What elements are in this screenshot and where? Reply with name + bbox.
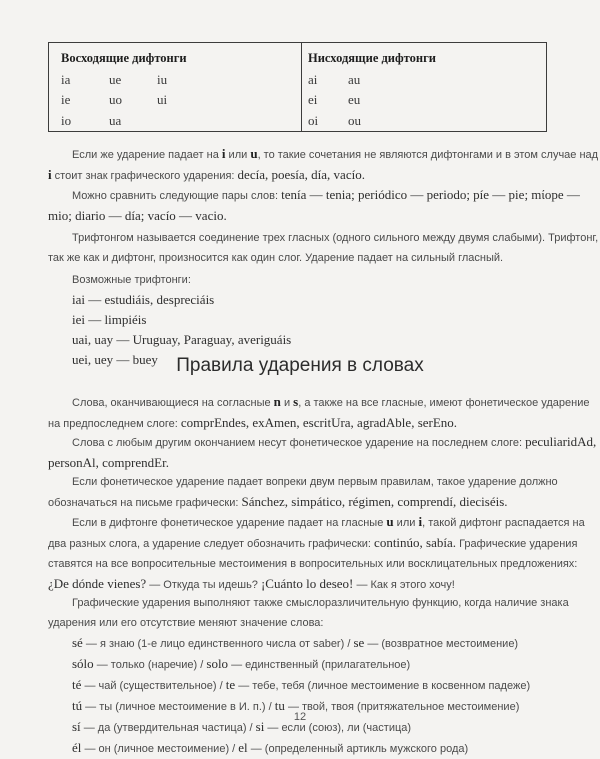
text: или xyxy=(393,517,419,529)
text: Если фонетическое ударение падает вопреки двум первым правилам, такое ударение должно xyxy=(72,476,558,488)
table-row xyxy=(308,113,388,129)
paragraph-triphthong-definition xyxy=(48,228,599,268)
list-item: iei — limpiéis xyxy=(72,312,147,327)
text: Слова с любым другим окончанием несут фонетическое ударение на последнем слоге: xyxy=(72,437,526,449)
text: так же как и дифтонг, произносится как один слог. Ударение падает на сильный гласный. xyxy=(48,252,504,264)
rising-diphthongs-column xyxy=(49,43,302,131)
letter-i: i xyxy=(221,146,226,161)
meaning: — если (союз), ли (частица) xyxy=(264,722,412,734)
text: ставятся на все вопросительные местоимения в вопросительных или восклицательных предложениях: xyxy=(48,558,578,570)
falling-diphthongs-heading: Нисходящие дифтонги xyxy=(308,51,436,65)
text: и xyxy=(280,397,294,409)
text: , то такие сочетания не являются дифтонгами и в этом случае над xyxy=(257,149,599,161)
word: té xyxy=(72,677,82,692)
meaning: — тебе, тебя (личное местоимение в косвенном падеже) xyxy=(235,680,531,692)
spanish-examples: tenía — tenia; periódico — periodo; píe — pie; mίope — xyxy=(281,187,580,202)
meaning: — только (наречие) / xyxy=(93,659,207,671)
list-item xyxy=(48,675,548,696)
accent-pairs-list xyxy=(48,633,548,759)
letter-n: n xyxy=(273,394,281,409)
spanish-examples: ¡Cuánto lo deseo! xyxy=(260,576,354,591)
text: , такой дифтонг распадается на xyxy=(422,517,585,529)
word: se xyxy=(353,635,365,650)
text: обозначаться на письме графически: xyxy=(48,497,242,509)
list-intro: Возможные трифтонги: xyxy=(72,274,191,286)
table-row xyxy=(308,92,388,108)
diphthong-table xyxy=(48,42,547,132)
table-cell: io xyxy=(61,113,72,128)
section-title: Правила ударения в словах xyxy=(176,355,424,376)
meaning: — ты (личное местоимение в И. п.) / xyxy=(82,701,275,713)
rule-last-syllable-stress xyxy=(48,432,597,474)
text: два разных слога, а ударение следует обозначить графически: xyxy=(48,538,375,550)
meaning: — чай (существительное) / xyxy=(81,680,226,692)
spanish-examples: Sánchez, simpático, régimen, comprendí, dieciséis. xyxy=(241,494,508,509)
text: Если же ударение падает на xyxy=(72,149,222,161)
paragraph-word-pairs xyxy=(48,185,580,227)
table-cell: ei xyxy=(308,92,318,107)
spanish-examples: peculiaridAd, xyxy=(525,434,597,449)
table-cell: ia xyxy=(61,72,71,87)
text: Трифтонгом называется соединение трех гласных (одного сильного между двумя слабыми). Трифтонг, xyxy=(72,232,599,244)
text: Слова, оканчивающиеся на согласные xyxy=(72,397,274,409)
page-number: 12 xyxy=(293,711,307,723)
text: Графические ударения xyxy=(456,538,578,550)
table-cell: uo xyxy=(109,92,122,107)
table-row xyxy=(61,72,205,88)
spanish-examples: personAl, comprendEr. xyxy=(48,455,169,470)
paragraph-stress-on-i-u xyxy=(48,144,599,186)
letter-i: i xyxy=(418,514,423,529)
text: Можно сравнить следующие пары слов: xyxy=(72,190,282,202)
rule-distinctive-function xyxy=(48,593,569,633)
table-cell: ou xyxy=(348,113,361,128)
word: sólo xyxy=(72,656,94,671)
table-cell: iu xyxy=(157,72,168,87)
spanish-examples: continúo, sabía. xyxy=(374,535,457,550)
meaning: — единственный (прилагательное) xyxy=(228,659,411,671)
word: tu xyxy=(274,698,285,713)
rising-diphthongs-heading: Восходящие дифтонги xyxy=(61,51,187,65)
text: стоит знак графического ударения: xyxy=(51,170,238,182)
meaning: — он (личное местоимение) / xyxy=(81,743,239,755)
word: él xyxy=(72,740,82,755)
word: tú xyxy=(72,698,83,713)
table-cell: oi xyxy=(308,113,319,128)
list-item xyxy=(48,633,548,654)
rule-diphthong-split xyxy=(48,512,585,595)
word: el xyxy=(238,740,248,755)
word: si xyxy=(255,719,265,734)
text: — Как я этого хочу! xyxy=(353,579,455,591)
table-row xyxy=(61,113,157,129)
text: Графические ударения выполняют также смыслоразличительную функцию, когда наличие знака xyxy=(72,597,569,609)
text: на предпоследнем слоге: xyxy=(48,418,181,430)
word: te xyxy=(225,677,236,692)
word: sí xyxy=(72,719,81,734)
letter-s: s xyxy=(293,394,299,409)
rule-graphic-accent xyxy=(48,472,558,513)
spanish-examples: ¿De dónde vienes? xyxy=(48,576,147,591)
text: — Откуда ты идешь? xyxy=(146,579,261,591)
text: Если в дифтонге фонетическое ударение падает на гласные xyxy=(72,517,387,529)
letter-u: u xyxy=(250,146,258,161)
text: или xyxy=(225,149,251,161)
spanish-examples: comprEndes, exAmen, escritUra, agradAble, serEno. xyxy=(180,415,458,430)
text: ударения или его отсутствие меняют значение слова: xyxy=(48,617,324,629)
table-cell: ua xyxy=(109,113,122,128)
rule-penultimate-stress xyxy=(48,392,590,434)
letter-i: i xyxy=(48,167,52,182)
list-item xyxy=(48,654,548,675)
meaning: — я знаю (1-е лицо единственного числа от saber) / xyxy=(82,638,354,650)
meaning: — (определенный артикль мужского рода) xyxy=(247,743,469,755)
meaning: — да (утвердительная частица) / xyxy=(80,722,256,734)
falling-diphthongs-column xyxy=(302,43,546,131)
text: , а также на все гласные, имеют фонетическое ударение xyxy=(298,397,590,409)
spanish-examples: mio; diario — día; vacío — vacio. xyxy=(48,208,227,223)
word: solo xyxy=(206,656,229,671)
table-cell: eu xyxy=(348,92,361,107)
word: sé xyxy=(72,635,83,650)
letter-u: u xyxy=(386,514,394,529)
meaning: — (возвратное местоимение) xyxy=(364,638,519,650)
list-item: iai — estudiáis, despreciáis xyxy=(72,292,215,307)
table-cell: ie xyxy=(61,92,71,107)
table-cell: au xyxy=(348,72,361,87)
table-cell: ai xyxy=(308,72,318,87)
list-item xyxy=(48,738,548,759)
table-cell: ue xyxy=(109,72,122,87)
table-row xyxy=(308,72,388,88)
meaning: — твой, твоя (притяжательное местоимение) xyxy=(284,701,520,713)
table-cell: ui xyxy=(157,92,168,107)
list-item: uei, uey — buey xyxy=(72,352,158,367)
spanish-examples: decía, poesía, día, vacío. xyxy=(237,167,365,182)
table-row xyxy=(61,92,205,108)
list-item: uai, uay — Uruguay, Paraguay, averiguáis xyxy=(72,332,292,347)
